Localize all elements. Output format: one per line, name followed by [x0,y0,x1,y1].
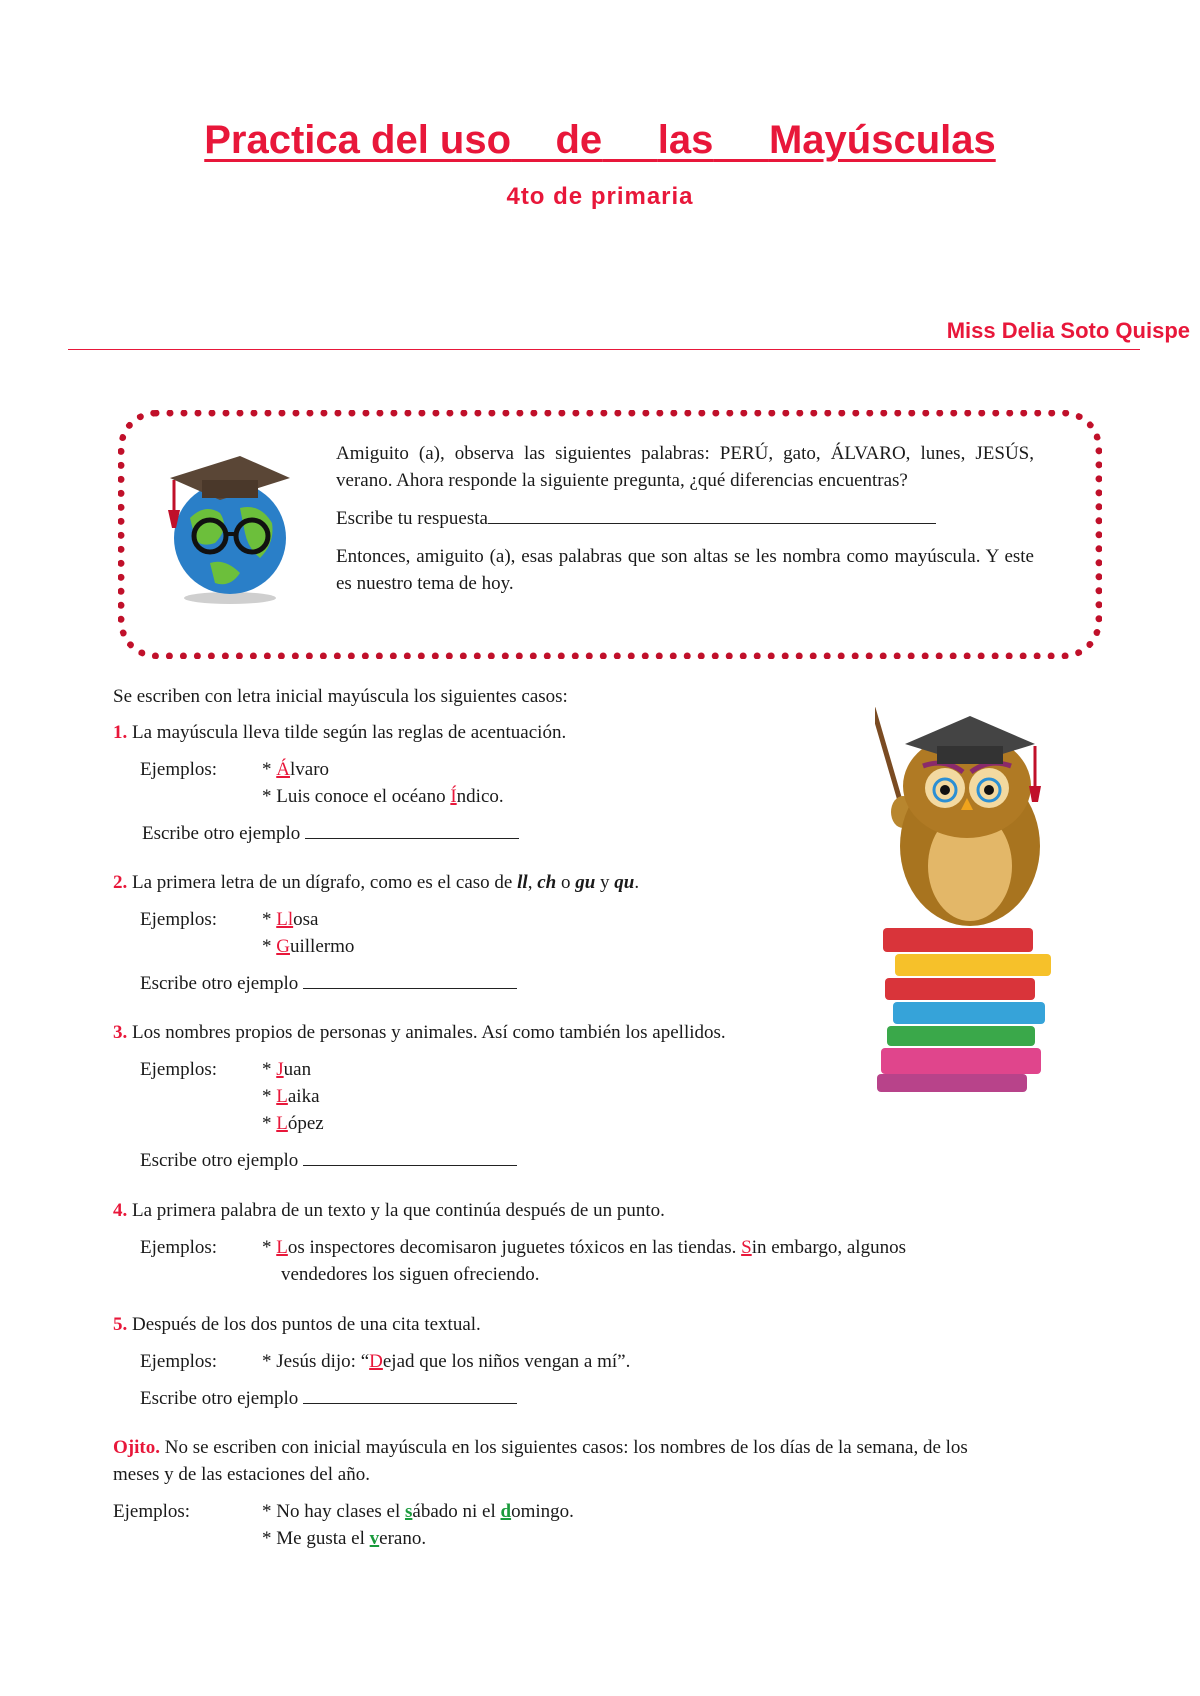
ojito-note-cont: meses y de las estaciones del año. [113,1464,370,1485]
rule-5-answer-blank[interactable] [303,1403,517,1404]
rule-5-write-example: Escribe otro ejemplo [140,1387,517,1411]
rule-3-answer-blank[interactable] [303,1165,517,1166]
rule-5-example-1: * Jesús dijo: “Dejad que los niños vengan a mí”. [262,1351,631,1372]
page-subtitle: 4to de primaria [506,183,694,210]
rule-1-example-2: * Luis conoce el océano Índico. [262,786,504,807]
rule-2-example-1: * Llosa [262,909,319,930]
rule-3-example-1: * Juan [262,1059,312,1080]
rule-3-write-example: Escribe otro ejemplo [140,1149,517,1173]
rule-4-examples-label: Ejemplos: [140,1237,218,1258]
intro-conclusion: Entonces, amiguito (a), esas palabras que son altas se les nombra como mayúscula. Y este es nuestro tema de hoy. [336,546,1034,594]
rule-5-examples-label: Ejemplos: [140,1351,218,1372]
ojito-example-2: * Me gusta el verano. [262,1528,427,1549]
rule-2-examples-label: Ejemplos: [140,909,218,930]
rule-1-example-1: * Álvaro [262,759,330,780]
rule-3-heading: 3. Los nombres propios de personas y animales. Así como también los apellidos. [113,1022,726,1043]
rule-2-example-2: * Guillermo [262,936,355,957]
answer-blank[interactable] [488,523,936,524]
rule-1-heading: 1. La mayúscula lleva tilde según las reglas de acentuación. [113,722,567,743]
rule-4-example-1-cont: vendedores los siguen ofreciendo. [281,1264,540,1285]
page-title: Practica del uso de las Mayúsculas [204,118,996,162]
rule-2-heading: 2. La primera letra de un dígrafo, como es el caso de ll, ch o gu y qu. [113,872,640,893]
ojito-note: Ojito. No se escriben con inicial mayúscula en los siguientes casos: los nombres de los días de la semana, de los [113,1437,968,1458]
ojito-example-1: * No hay clases el sábado ni el domingo. [262,1501,574,1522]
graduation-globe-icon [160,448,300,608]
rule-3-examples-label: Ejemplos: [140,1059,218,1080]
rule-4-heading: 4. La primera palabra de un texto y la que continúa después de un punto. [113,1200,665,1221]
intro-paragraph: Amiguito (a), observa las siguientes palabras: PERÚ, gato, ÁLVARO, lunes, JESÚS, verano. Ahora responde la siguiente pregunta, ¿qué diferencias encuentras? [336,443,1034,491]
rule-3-example-3: * López [262,1113,324,1134]
rule-4-example-1: * Los inspectores decomisaron juguetes tóxicos en las tiendas. Sin embargo, algunos [262,1237,906,1258]
rule-1-answer-blank[interactable] [305,838,519,839]
rule-1-examples-label: Ejemplos: [140,759,218,780]
rule-5-heading: 5. Después de los dos puntos de una cita textual. [113,1314,481,1335]
author-name: Miss Delia Soto Quispe [946,318,1190,343]
rule-1-write-example: Escribe otro ejemplo [142,822,519,846]
rules-intro: Se escriben con letra inicial mayúscula los siguientes casos: [113,686,568,707]
ojito-examples-label: Ejemplos: [113,1501,191,1522]
rule-2-answer-blank[interactable] [303,988,517,989]
owl-with-books-icon [875,706,1097,1096]
rule-3-example-2: * Laika [262,1086,320,1107]
header-divider [68,349,1140,350]
rule-2-write-example: Escribe otro ejemplo [140,972,517,996]
intro-text [336,440,1034,608]
answer-prompt: Escribe tu respuesta [336,505,1034,532]
